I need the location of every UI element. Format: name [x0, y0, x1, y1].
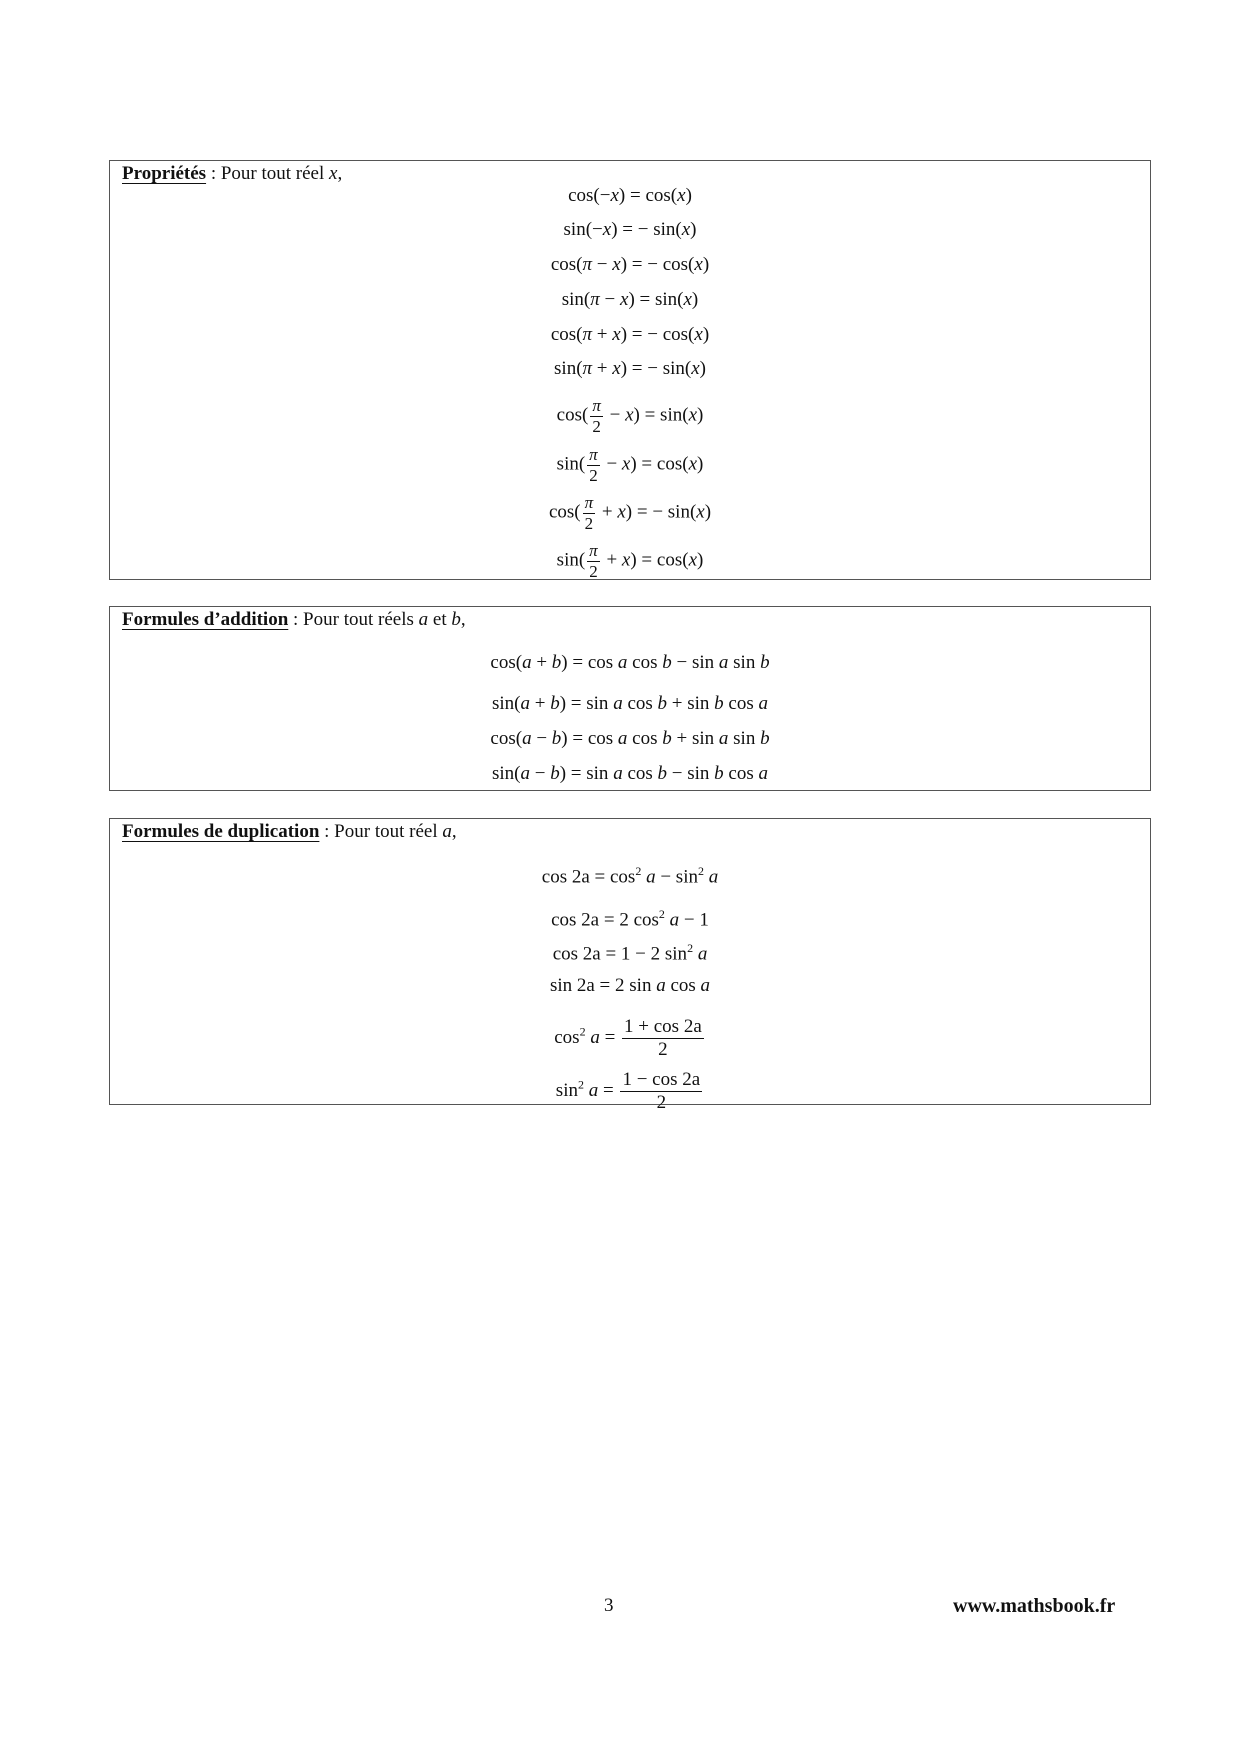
- properties-intro: : Pour tout réel x,: [206, 163, 343, 184]
- duplication-header: [122, 821, 457, 843]
- addition-header: [122, 609, 466, 631]
- formula: cos 2a = 1 − 2 $\sin^2 a$: [552, 941, 708, 965]
- addition-box: [109, 606, 1151, 791]
- formula: cos(−x) = cos(x): [568, 185, 692, 206]
- formula: sin( $\frac{\pi}{2}$ − x) = cos(x): [556, 445, 704, 485]
- formula: cos( $\frac{\pi}{2}$ − x) = sin(x): [556, 396, 704, 436]
- formula: $\sin^2 a$ = $\frac{1 - \cos 2a}{2}$: [555, 1069, 701, 1113]
- formula: sin 2a = 2 sin a cos a: [549, 975, 711, 996]
- formula: cos(π − x) = − cos(x): [550, 254, 710, 275]
- addition-title: Formules d’addition: [122, 609, 289, 630]
- formula: sin(π + x) = − sin(x): [554, 358, 706, 379]
- formula: sin(−x) = − sin(x): [563, 219, 697, 240]
- formula: sin(a − b) = sin a cos b − sin b cos a: [492, 763, 768, 784]
- properties-title: Propriétés: [122, 163, 207, 184]
- website-link[interactable]: www.mathsbook.fr: [953, 1595, 1116, 1617]
- formula: cos(a − b) = cos a cos b + sin a sin b: [490, 728, 770, 749]
- duplication-intro: : Pour tout réel a,: [319, 821, 457, 842]
- formula: $\cos^2 a$ = $\frac{1 + \cos 2a}{2}$: [554, 1016, 702, 1060]
- duplication-title: Formules de duplication: [122, 821, 320, 842]
- properties-box: [109, 160, 1151, 580]
- formula: $\cos 2a = \cos^2 a - \sin^2 a$: [541, 864, 719, 888]
- formula: sin(a + b) = sin a cos b + sin b cos a: [492, 693, 768, 714]
- duplication-box: [109, 818, 1151, 1113]
- formula: cos 2a = 2 $\cos^2 a - 1$: [551, 907, 709, 931]
- properties-header: [122, 163, 342, 185]
- formula: cos(a + b) = cos a cos b − sin a sin b: [490, 652, 770, 673]
- page-number: 3: [604, 1595, 614, 1616]
- formula: sin( $\frac{\pi}{2}$ + x) = cos(x): [556, 541, 704, 581]
- addition-intro: : Pour tout réels a et b,: [288, 609, 466, 630]
- formula: cos( $\frac{\pi}{2}$ + x) = − sin(x): [548, 493, 712, 533]
- formula: cos(π + x) = − cos(x): [550, 324, 710, 345]
- formula: sin(π − x) = sin(x): [561, 289, 699, 310]
